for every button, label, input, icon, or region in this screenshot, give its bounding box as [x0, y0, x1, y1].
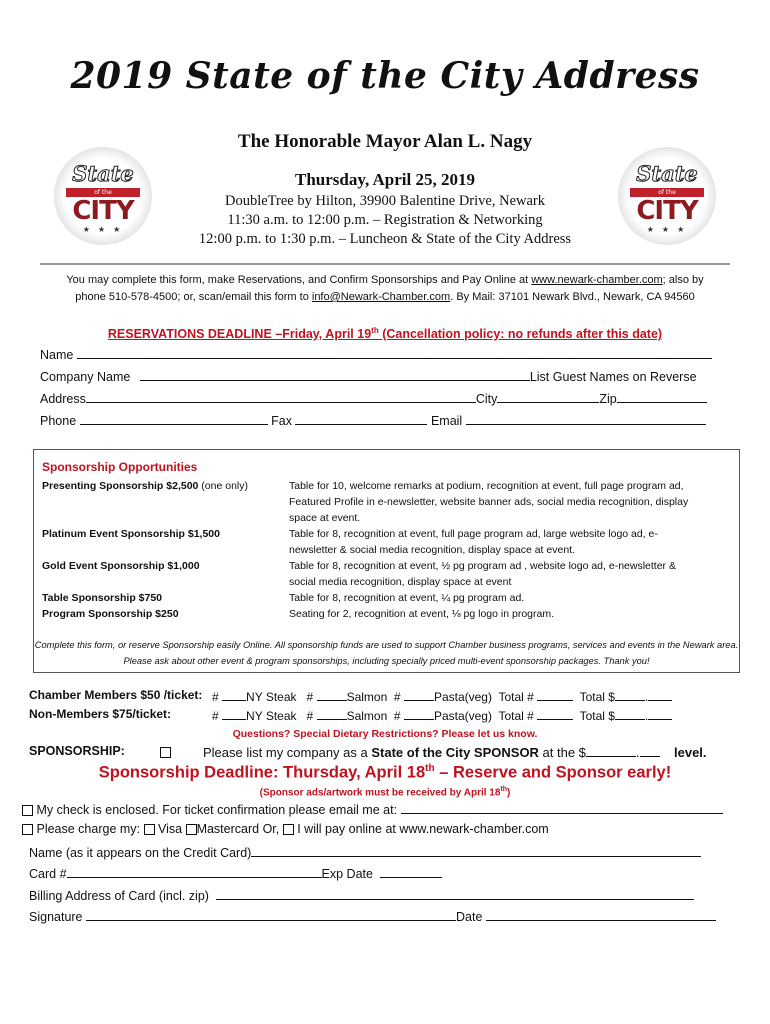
platinum-sponsorship: Platinum Event Sponsorship $1,500: [42, 528, 220, 540]
sponsor-listing-row: Please list my company as a State of the City SPONSOR at the $ . level.: [203, 745, 707, 760]
city-field[interactable]: [497, 390, 599, 403]
header-divider: [40, 263, 730, 265]
reservations-deadline: RESERVATIONS DEADLINE –Friday, April 19th (Cancellation policy: no refunds after this date): [107, 326, 663, 342]
nonmembers-total-dollars[interactable]: [615, 707, 645, 720]
nonmembers-ticket-row: # NY Steak # Salmon # Pasta(veg) Total # Total $ .: [212, 707, 672, 723]
date-field[interactable]: [486, 908, 716, 921]
phone-row: [40, 412, 706, 428]
logo-stars: ★ ★ ★: [646, 225, 688, 234]
gold-desc-1: Table for 8, recognition at event, ½ pg program ad , website logo ad, e-newsletter &: [289, 560, 676, 572]
gold-sponsorship: Gold Event Sponsorship $1,000: [42, 560, 200, 572]
company-row: [40, 368, 697, 384]
company-label: Company Name: [40, 370, 131, 384]
nonmembers-total-count[interactable]: [537, 707, 573, 720]
logo-state-text: State: [636, 161, 698, 186]
presenting-desc-2: Featured Profile in e-newsletter, website banner ads, social media recognition, display: [289, 496, 689, 508]
members-salmon-qty[interactable]: [317, 688, 347, 701]
logo-stars: ★ ★ ★: [82, 225, 124, 234]
sponsor-checkbox[interactable]: [160, 743, 171, 761]
check-label: My check is enclosed. For ticket confirmation please email me at:: [36, 803, 398, 817]
artwork-deadline: (Sponsor ads/artwork must be received by April 18th): [259, 786, 511, 799]
presenting-desc-1: Table for 10, welcome remarks at podium, recognition at event, full page program ad,: [289, 480, 684, 492]
table-desc: Table for 8, recognition at event, ¼ pg program ad.: [289, 592, 525, 604]
guest-names-note: List Guest Names on Reverse: [529, 370, 697, 384]
logo-ribbon: of the: [630, 188, 704, 197]
charge-card-checkbox[interactable]: [22, 824, 33, 835]
registration-time: 11:30 a.m. to 12:00 p.m. – Registration & Networking: [227, 212, 543, 228]
city-label: City: [475, 392, 498, 406]
zip-label: Zip: [599, 392, 617, 406]
card-number-row: Card # Exp Date: [29, 865, 442, 881]
email-label: Email: [430, 414, 463, 428]
card-number-field[interactable]: [67, 865, 322, 878]
address-field[interactable]: [86, 390, 476, 403]
members-total-count[interactable]: [537, 688, 573, 701]
logo-ribbon: of the: [66, 188, 140, 197]
event-title: 2019 State of the City Address: [70, 55, 700, 97]
members-pasta-qty[interactable]: [404, 688, 434, 701]
check-row: [22, 801, 723, 817]
phone-field[interactable]: [80, 412, 268, 425]
phone-label: Phone: [40, 414, 77, 428]
company-field[interactable]: [140, 368, 530, 381]
members-steak-qty[interactable]: [222, 688, 246, 701]
honoree: The Honorable Mayor Alan L. Nagy: [237, 131, 533, 152]
intro-line-1: You may complete this form, make Reservations, and Confirm Sponsorships and Pay Online at www.newark-chamber.com; also by: [66, 274, 704, 286]
signature-field[interactable]: [86, 908, 456, 921]
members-ticket-label: Chamber Members $50 /ticket:: [29, 688, 203, 702]
exp-date-field[interactable]: [380, 865, 442, 878]
nonmembers-salmon-qty[interactable]: [317, 707, 347, 720]
pay-online-checkbox[interactable]: [283, 824, 294, 835]
program-desc: Seating for 2, recognition at event, ⅛ pg logo in program.: [289, 608, 554, 620]
nonmembers-pasta-qty[interactable]: [404, 707, 434, 720]
address-row: [40, 390, 707, 406]
nonmembers-total-cents[interactable]: [648, 707, 672, 720]
signature-row: Signature Date: [29, 908, 716, 924]
card-name-row: Name (as it appears on the Credit Card): [29, 844, 701, 860]
presenting-desc-3: space at event.: [289, 512, 361, 524]
sponsor-amount-dollars[interactable]: [586, 744, 636, 757]
venue-line: DoubleTree by Hilton, 39900 Balentine Drive, Newark: [224, 193, 545, 209]
members-total-dollars[interactable]: [615, 688, 645, 701]
fax-label: Fax: [271, 414, 292, 428]
visa-checkbox[interactable]: [144, 824, 155, 835]
gold-desc-2: social media recognition, display space at event: [289, 576, 512, 588]
billing-address-field[interactable]: [216, 887, 694, 900]
email-link[interactable]: info@Newark-Chamber.com: [311, 291, 451, 303]
sponsorship-label: SPONSORSHIP:: [29, 744, 125, 758]
nonmembers-ticket-label: Non-Members $75/ticket:: [29, 707, 172, 721]
card-name-field[interactable]: [251, 844, 701, 857]
website-link[interactable]: www.newark-chamber.com: [531, 274, 663, 286]
presenting-sponsorship: Presenting Sponsorship $2,500 (one only): [42, 480, 248, 492]
nonmembers-steak-qty[interactable]: [222, 707, 246, 720]
zip-field[interactable]: [617, 390, 707, 403]
members-ticket-row: # NY Steak # Salmon # Pasta(veg) Total # Total $ .: [212, 688, 672, 704]
sponsorship-note: Complete this form, or reserve Sponsorship easily Online. All sponsorship funds are used to support Chamber business programs, services and events in the Newark area. Please ask about other event & program sponsorships, including specially priced multi-event sponsorship packages. Thank you!: [34, 640, 739, 666]
name-field[interactable]: [77, 346, 712, 359]
members-total-cents[interactable]: [648, 688, 672, 701]
luncheon-time: 12:00 p.m. to 1:30 p.m. – Luncheon & State of the City Address: [198, 231, 572, 247]
event-date: Thursday, April 25, 2019: [295, 170, 475, 189]
name-row: [40, 346, 712, 362]
intro-line-2: phone 510-578-4500; or, scan/email this form to info@Newark-Chamber.com. By Mail: 37101 Newark Blvd., Newark, CA 94560: [75, 291, 695, 303]
sponsorship-title: Sponsorship Opportunities: [42, 460, 198, 474]
table-sponsorship: Table Sponsorship $750: [42, 592, 163, 604]
name-label: Name: [40, 348, 74, 362]
address-label: Address: [40, 392, 86, 406]
platinum-desc-2: newsletter & social media recognition, display space at event.: [289, 544, 575, 556]
platinum-desc-1: Table for 8, recognition at event, full page program ad, large website logo ad, e-: [289, 528, 658, 540]
mastercard-checkbox[interactable]: [186, 824, 197, 835]
charge-row: Please charge my: Visa Mastercard Or, I will pay online at www.newark-chamber.com: [22, 822, 549, 836]
logo-state-text: State: [72, 161, 134, 186]
billing-row: Billing Address of Card (incl. zip): [29, 887, 694, 903]
email-field[interactable]: [466, 412, 706, 425]
logo-city-text: CITY: [72, 196, 134, 226]
sponsorship-deadline: Sponsorship Deadline: Thursday, April 18th – Reserve and Sponsor early!: [98, 763, 672, 782]
sponsor-amount-cents[interactable]: [640, 744, 660, 757]
check-enclosed-checkbox[interactable]: [22, 805, 33, 816]
program-sponsorship: Program Sponsorship $250: [42, 608, 179, 620]
logo-city-text: CITY: [636, 196, 698, 226]
confirmation-email-field[interactable]: [401, 801, 723, 814]
questions-note: Questions? Special Dietary Restrictions? Please let us know.: [232, 728, 538, 740]
fax-field[interactable]: [295, 412, 427, 425]
